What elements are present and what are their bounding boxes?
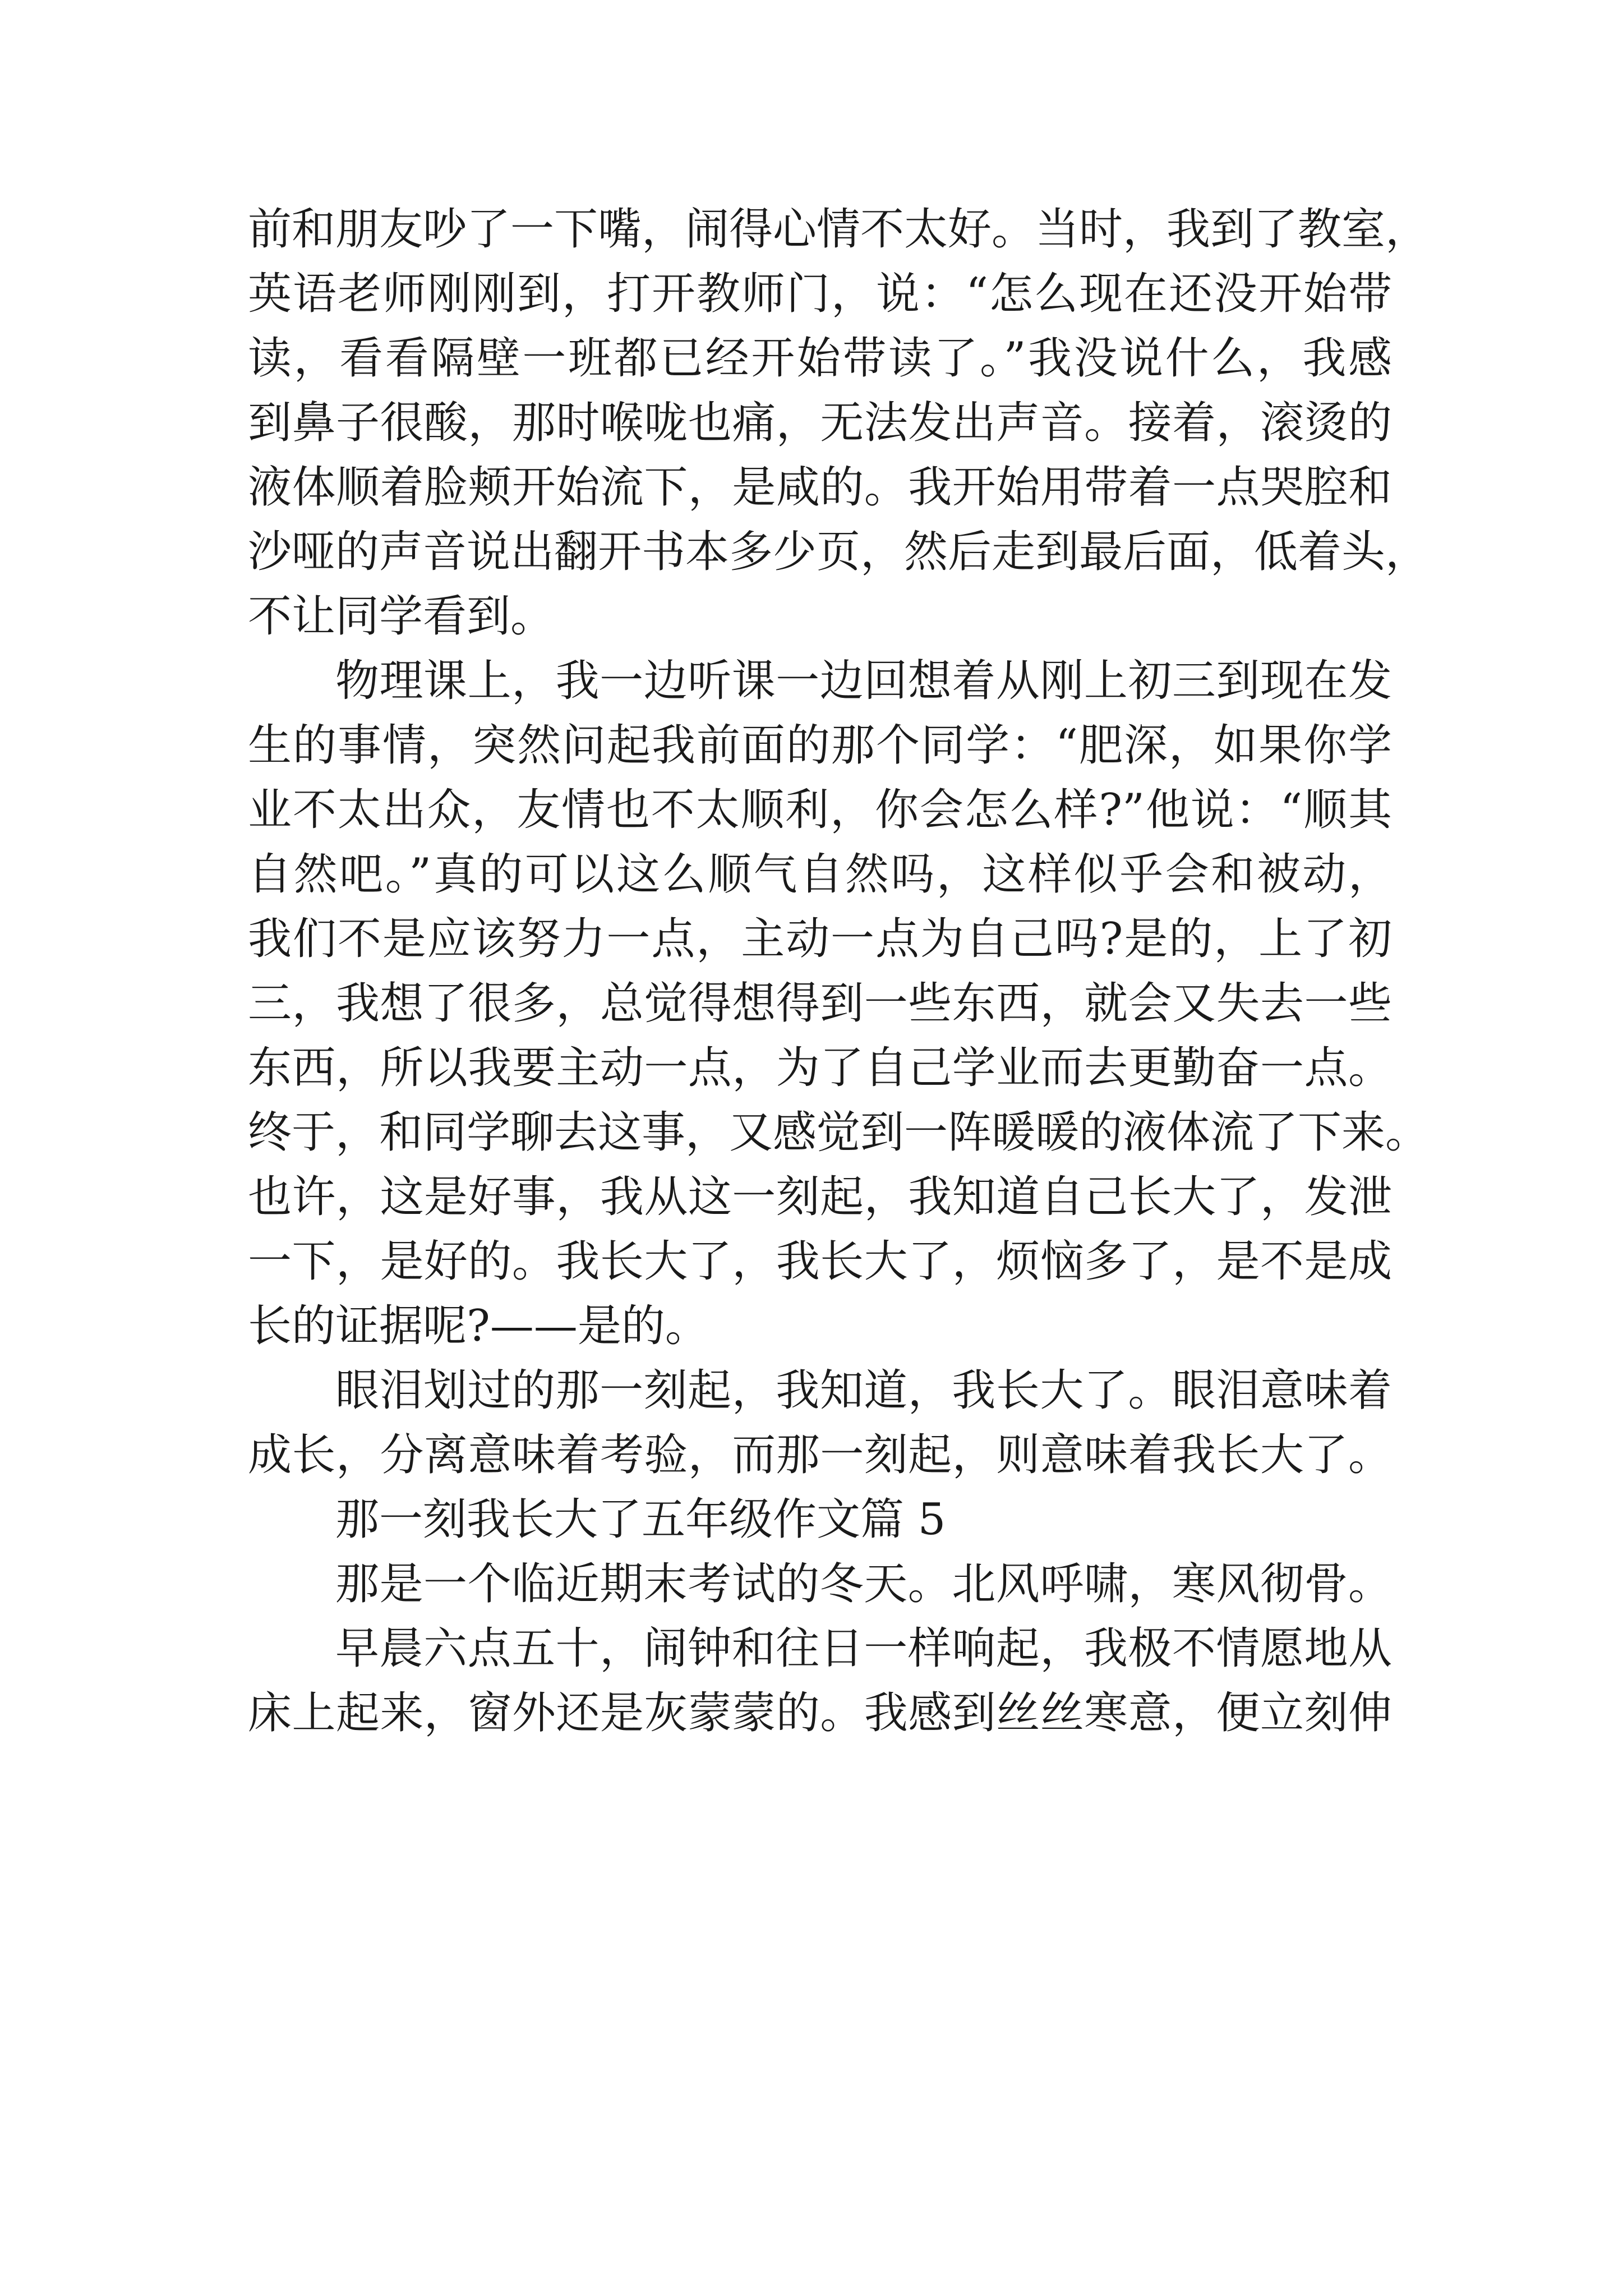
text-line: 一下，是好的。我长大了，我长大了，烦恼多了，是不是成 [248, 1236, 1392, 1287]
text-line: 英语老师刚刚到，打开教师门，说：“怎么现在还没开始带 [248, 269, 1392, 319]
text-line: 床上起来，窗外还是灰蒙蒙的。我感到丝丝寒意，便立刻伸 [248, 1688, 1392, 1738]
text-line: 读，看看隔壁一班都已经开始带读了。”我没说什么，我感 [248, 333, 1392, 384]
paragraph-start-line: 眼泪划过的那一刻起，我知道，我长大了。眼泪意味着 [335, 1365, 1392, 1416]
paragraph-start-line: 物理课上，我一边听课一边回想着从刚上初三到现在发 [335, 656, 1392, 706]
text-line: 业不太出众，友情也不太顺利，你会怎么样?”他说：“顺其 [248, 785, 1392, 835]
text-line: 也许，这是好事，我从这一刻起，我知道自己长大了，发泄 [248, 1172, 1392, 1222]
article-body [248, 197, 1430, 1746]
text-line: 到鼻子很酸，那时喉咙也痛，无法发出声音。接着，滚烫的 [248, 398, 1392, 448]
paragraph-start-line: 早晨六点五十，闹钟和往日一样响起，我极不情愿地从 [335, 1623, 1392, 1674]
text-line: 自然吧。”真的可以这么顺气自然吗，这样似乎会和被动， [248, 849, 1392, 900]
text-line: 生的事情，突然问起我前面的那个同学：“肥深，如果你学 [248, 720, 1392, 771]
text-line: 沙哑的声音说出翻开书本多少页，然后走到最后面，低着头， [248, 527, 1430, 577]
text-line: 成长，分离意味着考验，而那一刻起，则意味着我长大了。 [248, 1430, 1392, 1480]
text-line: 长的证据呢?——是的。 [248, 1301, 709, 1351]
paragraph-start-line: 那是一个临近期末考试的冬天。北风呼啸，寒风彻骨。 [335, 1559, 1392, 1609]
text-line: 东西，所以我要主动一点，为了自己学业而去更勤奋一点。 [248, 1043, 1392, 1093]
text-line: 三，我想了很多，总觉得想得到一些东西，就会又失去一些 [248, 978, 1392, 1029]
section-heading: 那一刻我长大了五年级作文篇 5 [335, 1494, 946, 1545]
text-line: 前和朋友吵了一下嘴，闹得心情不太好。当时，我到了教室， [248, 204, 1430, 255]
text-line: 不让同学看到。 [248, 591, 555, 642]
text-line: 液体顺着脸颊开始流下，是咸的。我开始用带着一点哭腔和 [248, 462, 1392, 513]
text-line: 我们不是应该努力一点，主动一点为自己吗?是的，上了初 [248, 914, 1392, 964]
text-line: 终于，和同学聊去这事，又感觉到一阵暖暖的液体流了下来。 [248, 1107, 1430, 1158]
